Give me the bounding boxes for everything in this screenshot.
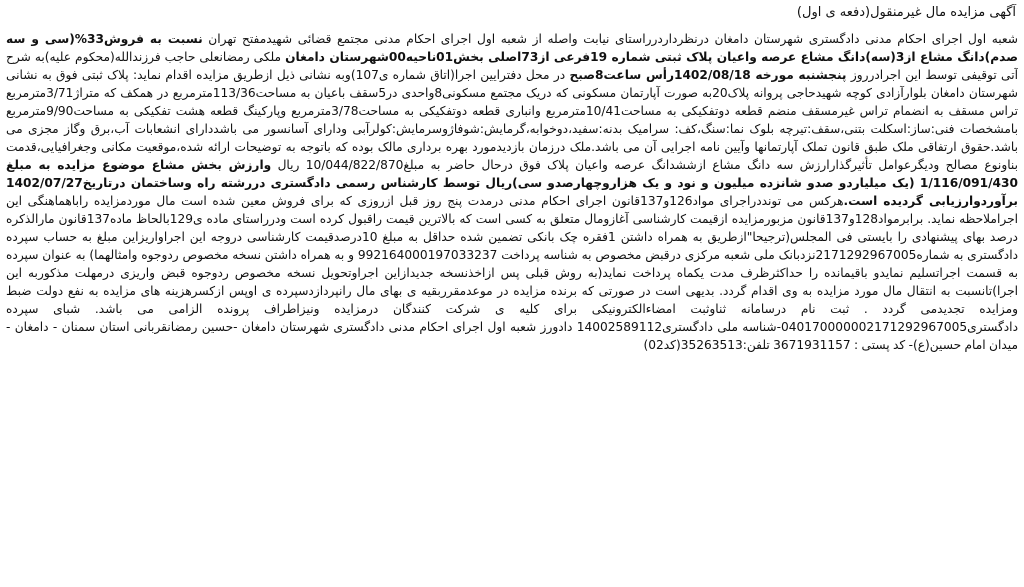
auction-notice bbox=[6, 4, 1018, 583]
body-segment-auction-date: پنجشنبه مورخه 1402/08/18رأس ساعت8صبح bbox=[569, 68, 847, 82]
body-segment-owner: ملکی رمضانعلی حاجب فرزندالله(محکوم علیه)به شرح آتی توقیفی توسط این اجرادرروز bbox=[6, 50, 1018, 82]
body-segment-court-intro: شعبه اول اجرای احکام مدنی دادگستری شهرستان دامغان درنظرداردرراستای نیابت واصله از شعبه اول اجرای احکام مدنی مجتمع قضائی شهیدمفتح تهران bbox=[202, 32, 1018, 46]
body-segment-property-description: در محل دفترایین اجرا(اتاق شماره ی107)وبه نشانی ذیل ازطریق مزایده اقدام نماید: پلاک ثبتی فوق به نشانی شهرستان دامغان بلوارآزادی کوچه شهیدحاجی پروانه پلاک20به صورت آپارتمان مسکونی که دریک مجتمع مسکونی8واحدی در5سقف باعیان به مساحت113/36مترمربع در همکف که متراژ3/71مترمربع تراس مسقف به انضمام تراس غیرمسقف منضم قطعه دوتفکیکی به مساحت10/41مترمربع وانباری قطعه دوتفکیکی به مساحت3/78مترمربع وپارکینگ قطعه هشت تفکیکی به مساحت9/90مترمربع بامشخصات فنی:ساز:اسکلت بتنی،سقف:تیرچه بلوک نما:سنگ،کف: سرامیک بدنه:سفید،دوخوابه،گرمایش:شوفاژوسرمایش:کولرآبی ودارای آسانسور می باشددارای انشعابات آب،برق وگاز مجزی می باشد.حقوق ارتفاقی ملک طبق قانون تملک آپارتمانها وآیین نامه اجرایی آن می باشد.ملک درزمان بازدیدمورد بهره برداری مالک بوده که باتوجه به توضیحات ارائه شده،موقعیت مکانی وجغرافیایی،قدمت بناونوع مصالح ودیگرعوامل تأثیرگذارارزش سه دانگ مشاع ازششدانگ عرصه واعیان پلاک فوق درحال حاضر به مبلغ10/044/822/870 ریال bbox=[6, 68, 1018, 172]
notice-body bbox=[6, 30, 1018, 354]
body-segment-property-share: نسبت به فروش33%(سی و سه صدم)دانگ مشاع از3(سه)دانگ مشاع عرصه واعیان پلاک ثبتی شماره 19فرعی از73اصلی بخش01ناحیه00شهرستان دامغان bbox=[6, 32, 1018, 64]
body-segment-valuation: وارزش بخش مشاع موضوع مزایده به مبلغ 1/116/091/430 (یک میلیاردو صدو شانزده میلیون و نود و یک هزاروچهارصدو سی)ریال توسط کارشناس رسمی دادگستری دررشته راه وساختمان درتاریخ1402/07/27 برآوردوارزیابی گردیده است. bbox=[6, 158, 1018, 208]
notice-title: آگهی مزایده مال غیرمنقول(دفعه ی اول) bbox=[796, 5, 1016, 20]
body-segment-terms-and-contact: هرکس می تونددراجرای مواد126و137قانون اجرای احکام مدنی درمدت پنج روز قبل ازروزی که برای فروش معین شده است مال موردمزایده راباهماهنگی این اجراملاحظه نماید. برابرمواد128و137قانون مزبورمزایده ازقیمت کارشناسی آغازومال متعلق به کسی است که بالاترین قیمت راقبول کرده است ودرراستای ماده ی129بالحاظ ماده137قانون مارالذکره درصد بهای پیشنهادی را بایستی فی المجلس(ترجیحا"ازطریق به همراه داشتن 1فقره چک بانکی تضمین شده حداقل به مبلغ 10درصدقیمت کارشناسی دروجه این اجراواریزاین مبلغ به حساب سپرده دادگستری به شماره2171292967005نزدبانک ملی شعبه مرکزی درقبض مخصوص به شناسه پرداخت 992164000197033237 و به همراه داشتن نسخه مخصوص ردوجوه وامثالهما) به عنوان سپرده به قسمت اجراتسلیم نمایدو باقیمانده را حداکثرظرف مدت یکماه پرداخت نماید(به روش قبلی پس ازاخذنسخه جدیدازاین اجراوتحویل نسخه مخصوص ردوجوه قبض واریزی درمهلت مذکوربه این اجرا)تانسبت به انتقال مال مورد مزایده به وی اقدام گردد. بدیهی است در صورتی که برنده مزایده در موعدمقرربقیه ی بهای مال رانپردازدسپرده ی اوپس ازکسرهزینه های مزایده به نفع دولت ضبط ومزایده تجدیدمی گردد . ثبت نام درسامانه ثناوثبت امضاءالکترونیکی برای کلیه ی شرکت کنندگان درمزایده ونیزاطراف پرونده الزامی می باشد. شبای سپرده دادگستری040170000002171292967005-شناسه ملی دادگستری14002589112 دادورز شعبه اول اجرای احکام مدنی دادگستری شهرستان دامغان -حسین رمضانقربانی استان سمنان - دامغان - میدان امام حسین(ع)- کد پستی : 3671931157 تلفن:35263513(کد02) bbox=[6, 194, 1018, 352]
